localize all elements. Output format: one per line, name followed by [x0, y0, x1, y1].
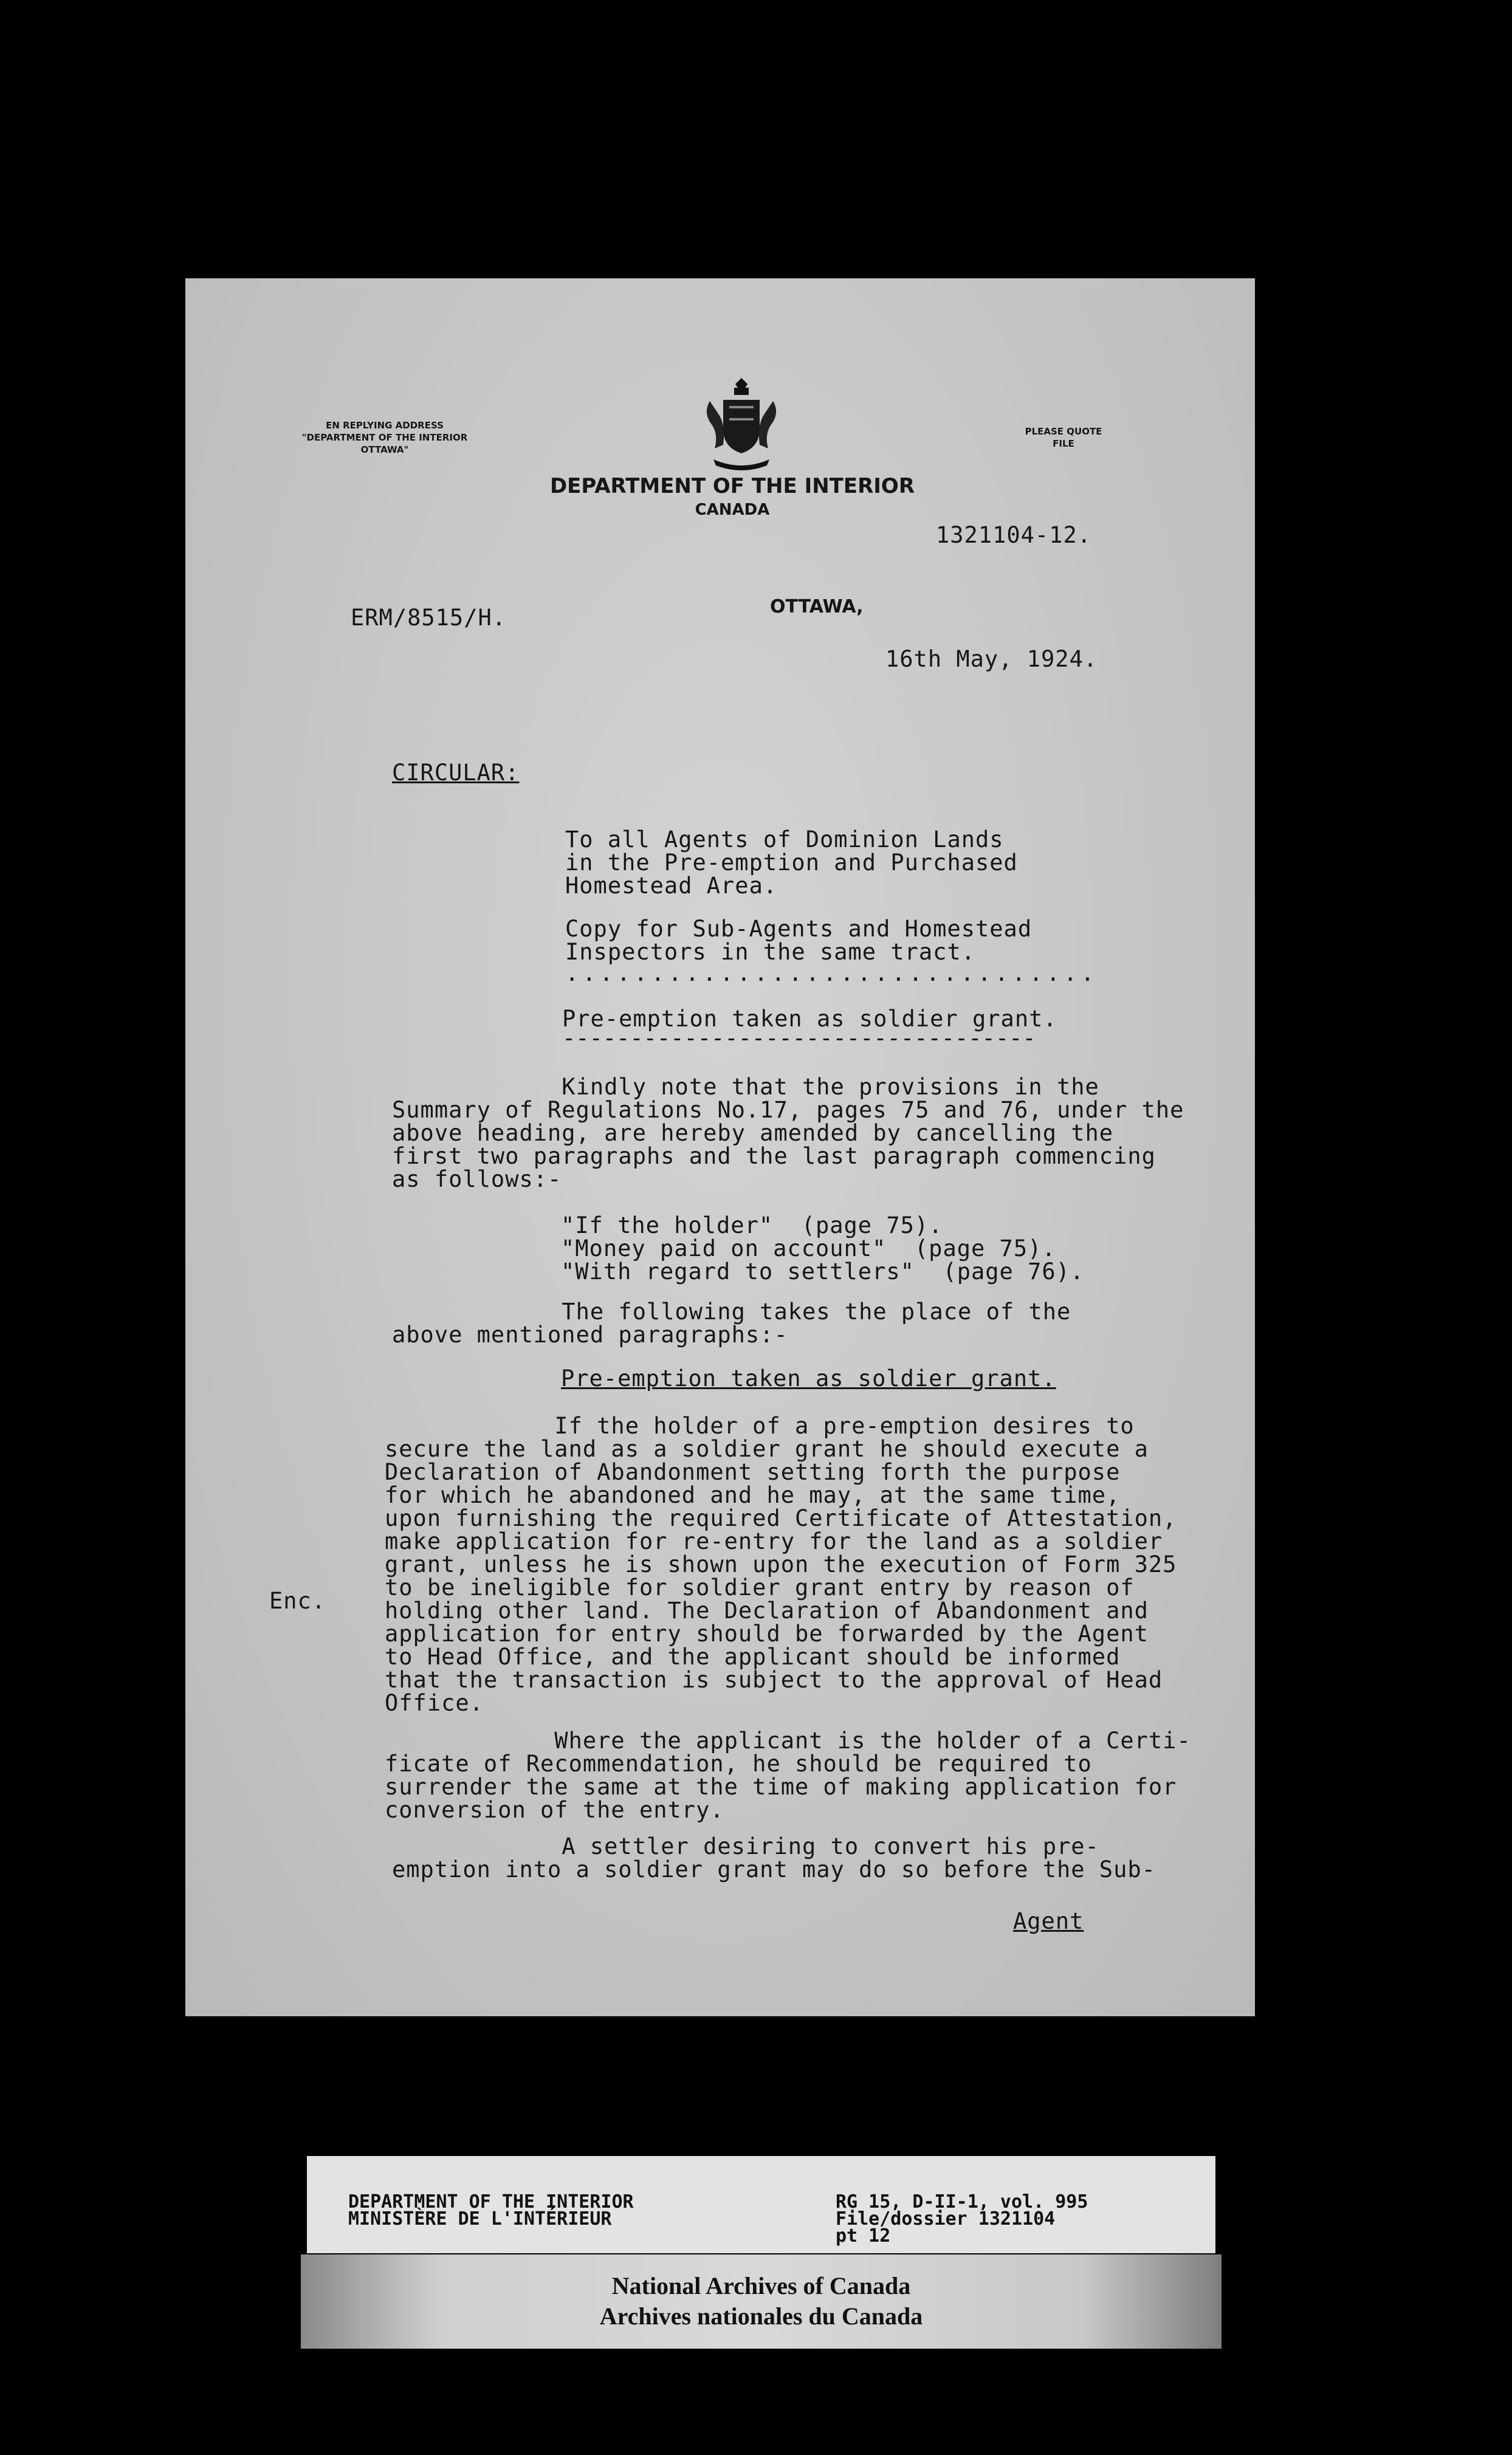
please-quote-file: PLEASE QUOTE FILE — [1025, 426, 1102, 449]
dashes-line: ----------------------------------- — [562, 1025, 1036, 1051]
reply-address: EN REPLYING ADDRESS "DEPARTMENT OF THE INTERIOR OTTAWA" — [301, 420, 468, 455]
archive-ref-line-3: pt 12 — [836, 2225, 891, 2247]
place: OTTAWA, — [770, 596, 864, 617]
archives-name-french: Archives nationales du Canada — [599, 2302, 923, 2330]
department-country: CANADA — [695, 501, 770, 519]
archive-dept-english: DEPARTMENT OF THE INTERIOR — [348, 2191, 634, 2213]
quoted-paragraphs: "If the holder" (page 75). "Money paid on account" (page 75). "With regard to settlers" (page 76). — [561, 1212, 1085, 1285]
paragraph-replacement: The following takes the place of the above mentioned paragraphs:- — [392, 1299, 1071, 1348]
subheading-soldier-grant: Pre-emption taken as soldier grant. — [561, 1365, 1056, 1392]
file-number: 1321104-12. — [936, 522, 1092, 548]
paragraph-amendment: Kindly note that the provisions in the Summary of Regulations No.17, pages 75 and 76, under the above heading, are hereby amended by cancelling the first two paragraphs and the last paragraph commencing as follows:- — [392, 1074, 1184, 1192]
archive-ref-line-2: File/dossier 1321104 — [836, 2208, 1056, 2230]
archives-name-english: National Archives of Canada — [611, 2272, 911, 2299]
archive-dept-french: MINISTÈRE DE L'INTÉRIEUR — [348, 2208, 612, 2230]
paragraph-certificate: Where the applicant is the holder of a Certi- ficate of Recommendation, he should be required to surrender the same at the time of making application for conversion of the entry. — [385, 1728, 1191, 1823]
circular-heading: CIRCULAR: — [392, 760, 520, 786]
paragraph-conversion: A settler desiring to convert his pre- emption into a soldier grant may do so before the Sub- — [392, 1833, 1156, 1883]
addressee: To all Agents of Dominion Lands in the Pre-emption and Purchased Homestead Area. — [565, 826, 1018, 899]
catchword: Agent — [1013, 1908, 1084, 1934]
paragraph-declaration: If the holder of a pre-emption desires to secure the land as a soldier grant he should execute a Declaration of Abandonment setting forth the purpose for which he abandoned and he may, at the same time, upon furnishing the required Certificate of Attestation, make application for re-entry for the land as a soldier grant, unless he is shown upon the execution of Form 325 to be ineligible for soldier grant entry by reason of holding other land. The Declaration of Abandonment and application for entry should be forwarded by the Agent to Head Office, and the applicant should be informed that the transaction is subject to the approval of Head Office. — [385, 1413, 1177, 1716]
document-page — [185, 278, 1255, 2016]
letter-date: 16th May, 1924. — [885, 646, 1098, 672]
national-archives-strip — [301, 2254, 1222, 2349]
margin-note-enc: Enc. — [269, 1588, 326, 1614]
subject-heading: Pre-emption taken as soldier grant. — [562, 1006, 1057, 1032]
copy-for: Copy for Sub-Agents and Homestead Inspectors in the same tract. — [565, 916, 1033, 965]
reference-code: ERM/8515/H. — [351, 605, 507, 631]
department-title: DEPARTMENT OF THE INTERIOR — [549, 474, 915, 498]
archive-reference-label — [307, 2156, 1215, 2253]
archive-ref-line-1: RG 15, D-II-1, vol. 995 — [836, 2191, 1088, 2213]
coat-of-arms-icon — [699, 374, 784, 474]
dots-line: ............................... — [565, 960, 1098, 986]
